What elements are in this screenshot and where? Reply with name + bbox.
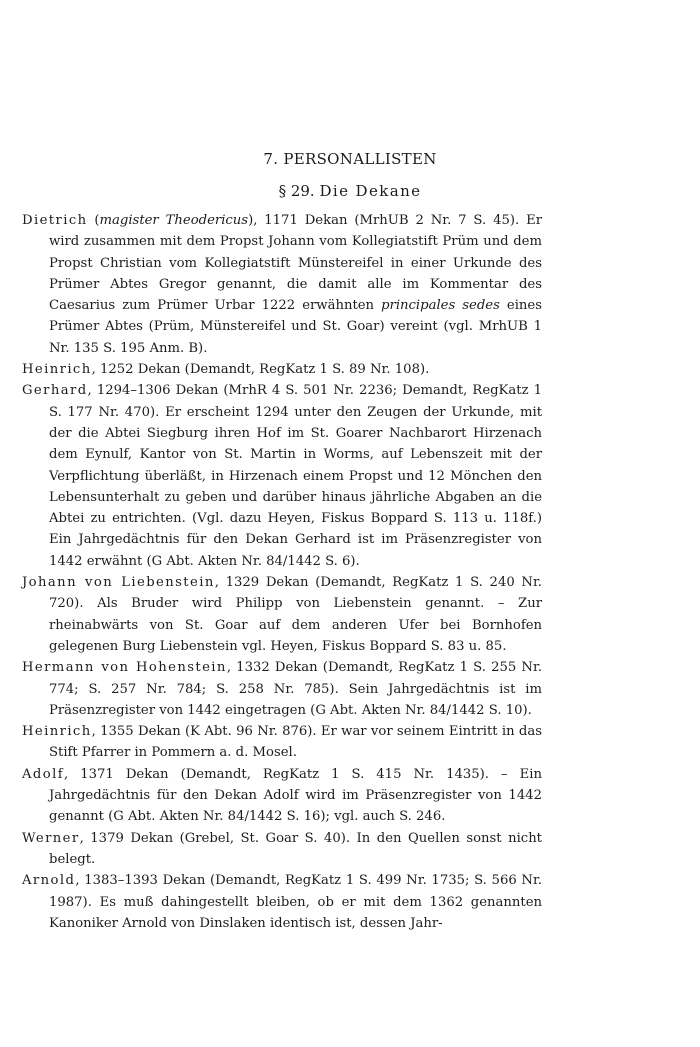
entry-name: Heinrich <box>22 362 92 378</box>
entry-text: , 1379 Dekan (Grebel, St. Goar S. 40). In den Quellen sonst nicht belegt. <box>49 830 542 867</box>
entry-text: , 1383–1393 Dekan (Demandt, RegKatz 1 S. 499 Nr. 1735; S. 566 Nr. 1987). Es muß dahingestellt bleiben, ob er mit dem 1362 genannten Kanoniker Arnold von Dinslaken identisch ist, dessen Jahr- <box>49 873 542 931</box>
entry-text: ( <box>87 213 100 228</box>
list-item <box>22 870 542 934</box>
list-item <box>22 359 542 380</box>
list-item <box>22 828 542 871</box>
entry-text: , 1371 Dekan (Demandt, RegKatz 1 S. 415 Nr. 1435). – Ein Jahrgedächtnis für den Dekan Adolf wird im Präsenzregister von 1442 genannt (G Abt. Akten Nr. 84/1442 S. 16); vgl. auch S. 246. <box>49 766 542 825</box>
entry-italic-text: magister Theodericus <box>99 213 249 228</box>
entry-text: , 1355 Dekan (K Abt. 96 Nr. 876). Er war vor seinem Eintritt in das Stift Pfarrer in Pommern a. d. Mosel. <box>49 724 542 761</box>
list-item <box>22 380 542 572</box>
section-heading <box>0 182 700 200</box>
list-item <box>22 764 542 828</box>
section-mark: § 29. <box>278 182 315 200</box>
entry-italic-text: principales sedes <box>381 298 500 314</box>
list-item <box>22 657 542 721</box>
entry-text: , 1329 Dekan (Demandt, RegKatz 1 S. 240 Nr. 720). Als Bruder wird Philipp von Liebenstein genannt. – Zur rheinabwärts von St. Goar auf dem anderen Ufer bei Bornhofen gelegenen Burg Liebenstein vgl. Heyen, Fiskus Boppard S. 83 u. 85. <box>49 575 542 654</box>
entry-text: ), 1171 Dekan (MrhUB 2 Nr. 7 S. 45). Er wird zusammen mit dem Propst Johann vom Kollegiatstift Prüm und dem Propst Christian vom Kollegiatstift Münstereifel in einer Urkunde des Prümer Abtes Gregor genannt, die damit alle im Kommentar des Caesarius zum Prümer Urbar 1222 erwähnten <box>49 213 542 314</box>
entry-name: Arnold <box>22 873 76 889</box>
entry-name: Heinrich <box>22 724 92 740</box>
entry-text: , 1252 Dekan (Demandt, RegKatz 1 S. 89 Nr. 108). <box>91 362 430 378</box>
chapter-heading: 7. PERSONALLISTEN <box>263 150 437 168</box>
entry-name: Dietrich <box>22 213 88 228</box>
entry-text: , 1294–1306 Dekan (MrhR 4 S. 501 Nr. 2236; Demandt, RegKatz 1 S. 177 Nr. 470). Er erscheint 1294 unter den Zeugen der Urkunde, mit der die Abtei Siegburg ihren Hof im St. Goarer Nachbarort Hirzenach dem Eynulf, Kantor von St. Martin in Worms, auf Lebenszeit mit der Verpflichtung überläßt, in Hirzenach einem Propst und 12 Mönchen den Lebensunterhalt zu geben und darüber hinaus jährliche Abgaben an die Abtei zu entrichten. (Vgl. dazu Heyen, Fiskus Boppard S. 113 u. 118f.) Ein Jahrgedächtnis für den Dekan Gerhard ist im Präsenzregister von 1442 erwähnt (G Abt. Akten Nr. 84/1442 S. 6). <box>49 383 542 569</box>
entry-name: Johann von Liebenstein <box>22 575 215 591</box>
list-item <box>22 572 542 657</box>
section-title: Die Dekane <box>319 182 422 200</box>
entry-text: eines Prümer Abtes (Prüm, Münstereifel und St. Goar) vereint (vgl. MrhUB 1 Nr. 135 S. 195 Anm. B). <box>49 298 542 356</box>
entry-name: Adolf <box>22 766 65 782</box>
list-item <box>22 210 542 359</box>
list-item <box>22 721 542 764</box>
entry-name: Gerhard <box>22 383 88 399</box>
dean-list <box>22 210 542 934</box>
entry-name: Werner <box>22 830 80 846</box>
entry-text: , 1332 Dekan (Demandt, RegKatz 1 S. 255 Nr. 774; S. 257 Nr. 784; S. 258 Nr. 785). Sein Jahrgedächtnis ist im Präsenzregister von 1442 eingetragen (G Abt. Akten Nr. 84/1442 S. 10). <box>49 660 543 718</box>
entry-name: Hermann von Hohenstein <box>22 660 227 676</box>
